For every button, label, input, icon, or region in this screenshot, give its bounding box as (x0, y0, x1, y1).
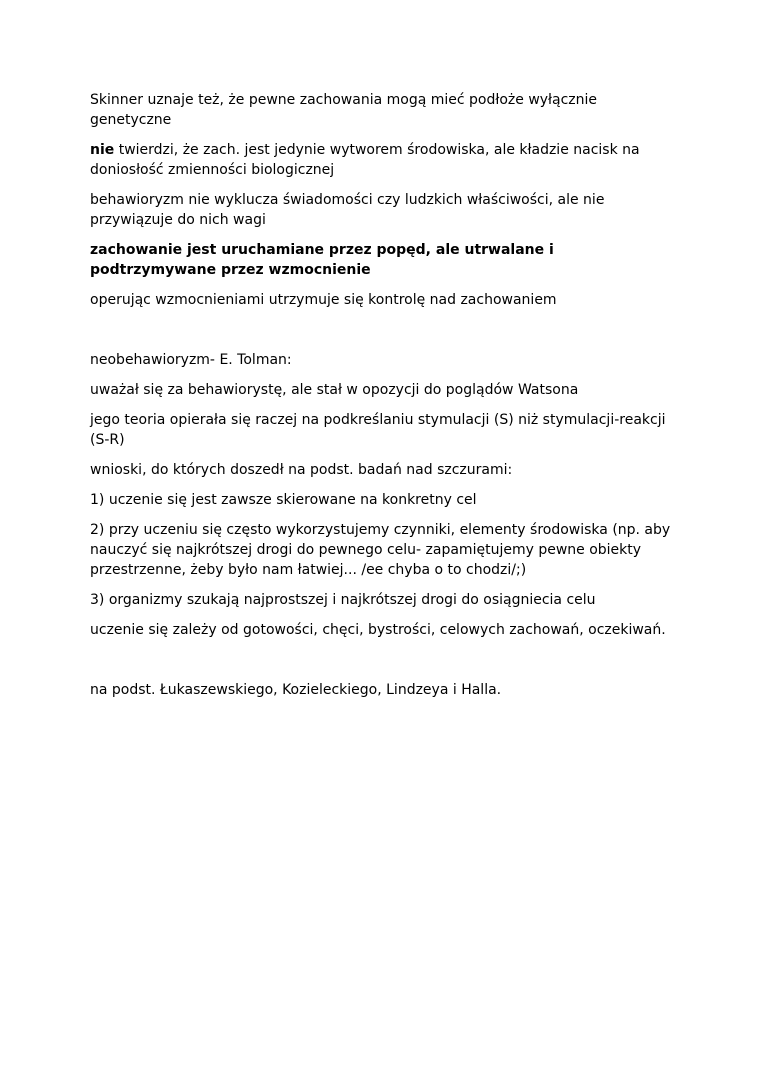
list-item-1: 1) uczenie się jest zawsze skierowane na konkretny cel (90, 492, 477, 508)
list-item-2: 2) przy uczeniu się często wykorzystujemy czynniki, elementy środowiska (np. aby nauczyć się najkrótszej drogi do pewnego celu- zapamiętujemy pewne obiekty przestrzenne, żeby było nam łatwiej... /ee chyba o to chodzi/;) (90, 522, 671, 578)
document-page (90, 90, 675, 710)
paragraph-sources: na podst. Łukaszewskiego, Kozieleckiego, Lindzeya i Halla. (90, 682, 502, 698)
bold-lead-word: nie (90, 142, 115, 158)
paragraph-skinner-genetics: Skinner uznaje też, że pewne zachowania mogą mieć podłoże wyłącznie genetyczne (90, 92, 598, 128)
blank-line (90, 320, 675, 350)
paragraph-conclusions: wnioski, do których doszedł na podst. badań nad szczurami: (90, 462, 513, 478)
paragraph-neobehaviorism-heading: neobehawioryzm- E. Tolman: (90, 352, 292, 368)
paragraph-environment-text: twierdzi, że zach. jest jedynie wytworem środowiska, ale kładzie nacisk na doniosłość zmienności biologicznej (90, 142, 640, 178)
paragraph-control: operując wzmocnieniami utrzymuje się kontrolę nad zachowaniem (90, 292, 557, 308)
paragraph-reinforcement-bold: zachowanie jest uruchamiane przez popęd, ale utrwalane i podtrzymywane przez wzmocnienie (90, 242, 554, 278)
paragraph-theory: jego teoria opierała się raczej na podkreślaniu stymulacji (S) niż stymulacji-reakcji (S-R) (90, 412, 666, 448)
paragraph-learning-factors: uczenie się zależy od gotowości, chęci, bystrości, celowych zachowań, oczekiwań. (90, 622, 666, 638)
paragraph-consciousness: behawioryzm nie wyklucza świadomości czy ludzkich właściwości, ale nie przywiązuje do nich wagi (90, 192, 605, 228)
paragraph-tolman-watson: uważał się za behawiorystę, ale stał w opozycji do poglądów Watsona (90, 382, 579, 398)
list-item-3: 3) organizmy szukają najprostszej i najkrótszej drogi do osiągniecia celu (90, 592, 596, 608)
paragraph-environment (90, 140, 675, 180)
blank-line (90, 650, 675, 680)
